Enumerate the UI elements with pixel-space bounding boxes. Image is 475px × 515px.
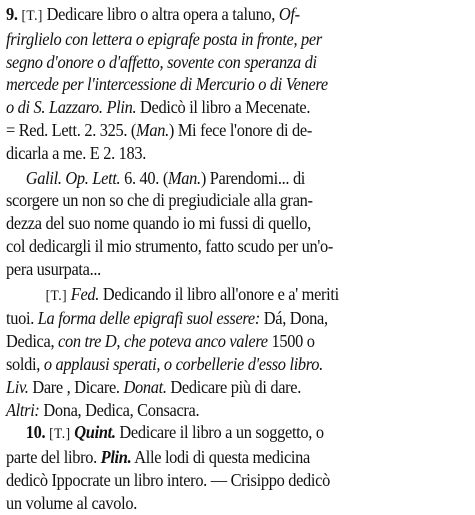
- fed-text: Dedica,: [6, 331, 59, 352]
- entry-10-line-4: un volume al cavolo.: [6, 492, 137, 513]
- entry-10-definition: Dedicare il libro a un soggetto, o: [115, 422, 324, 443]
- galil-ref: 6. 40. (: [120, 167, 168, 188]
- fed-line-2: [6, 307, 425, 330]
- entry-9-line-5: [6, 96, 425, 119]
- entry-9-line-1: [6, 3, 425, 28]
- plin-citation: Plin.: [100, 447, 132, 468]
- fed-quote-start: Dedicando il libro all'onore e a' meriti: [99, 283, 339, 304]
- fed-citation: Fed.: [67, 283, 100, 304]
- entry-10-line-1: [6, 421, 425, 446]
- altri-label: Altri:: [6, 399, 40, 420]
- man-abbrev: Man.: [136, 119, 169, 140]
- entry-10-number: 10.: [25, 422, 46, 443]
- entry-9-tag: [T.]: [21, 8, 43, 24]
- fed-italic: La forma delle epigrafi suol essere:: [37, 308, 260, 329]
- entry-10-text: parte del libro.: [6, 447, 101, 468]
- fed-line-1: [6, 283, 425, 308]
- fed-line-5: [6, 376, 425, 399]
- entry-9-line-6: [6, 119, 425, 142]
- entry-9-line-4: mercede per l'intercessione di Mercurio o di Venere: [6, 74, 328, 95]
- galil-line-5: pera usurpata...: [6, 258, 101, 279]
- galil-line-4: col dedicargli il mio strumento, fatto scudo per un'o-: [6, 235, 334, 256]
- quint-citation: Quint.: [70, 422, 116, 443]
- plin-citation: o di S. Lazzaro. Plin.: [6, 97, 137, 118]
- galil-line-1: [6, 167, 425, 190]
- fed-tag: [T.]: [45, 287, 68, 304]
- donat-citation: Donat.: [123, 376, 167, 397]
- entry-9: [6, 3, 471, 421]
- donat-text: Dedicare più di dare.: [166, 376, 302, 397]
- plin-quote: Dedicò il libro a Mecenate.: [136, 97, 311, 118]
- fed-line-6: [6, 399, 425, 422]
- entry-9-definition-start: Dedicare libro o altra opera a taluno,: [42, 4, 279, 24]
- red-lett-quote: ) Mi fece l'onore di de-: [168, 119, 312, 140]
- entry-9-definition-italic: Of-: [278, 4, 300, 24]
- liv-text: Dare , Dicare.: [28, 376, 124, 397]
- galil-line-2: scorgere un non so che di pregiudiciale alla gran-: [6, 190, 313, 211]
- red-lett-citation: = Red. Lett. 2. 325. (: [6, 119, 137, 140]
- fed-text: Dá, Dona,: [259, 308, 328, 329]
- fed-text: 1500 o: [267, 331, 315, 352]
- altri-text: Dona, Dedica, Consacra.: [39, 399, 200, 420]
- fed-italic: con tre D, che poteva anco valere: [58, 331, 268, 352]
- entry-9-line-2: frirglielo con lettera o epigrafe posta in fronte, per: [6, 28, 322, 49]
- fed-text: tuoi.: [6, 308, 38, 329]
- galil-citation: Galil. Op. Lett.: [25, 167, 121, 188]
- entry-10: [6, 421, 471, 514]
- galil-line-3: dezza del suo nome quando io mi fussi di quello,: [6, 213, 311, 234]
- man-abbrev: Man.: [167, 167, 201, 188]
- fed-line-3: [6, 330, 425, 353]
- fed-line-4: [6, 353, 425, 376]
- fed-text: soldi,: [6, 353, 44, 374]
- entry-9-line-3: segno d'onore o d'affetto, sovente con speranza di: [6, 51, 317, 72]
- entry-10-text: Alle lodi di questa medicina: [131, 447, 310, 468]
- entry-10-tag: [T.]: [49, 426, 71, 443]
- entry-10-line-3: dedicò Ippocrate un libro intero. — Crisippo dedicò: [6, 469, 330, 490]
- entry-9-number: 9.: [6, 4, 18, 24]
- galil-quote-start: ) Parendomi... di: [200, 167, 306, 188]
- entry-9-line-7: dicarla a me. E 2. 183.: [6, 142, 147, 163]
- fed-italic: o applausi sperati, o corbellerie d'esso libro.: [43, 353, 323, 374]
- liv-citation: Liv.: [6, 376, 29, 397]
- entry-10-line-2: [6, 446, 425, 469]
